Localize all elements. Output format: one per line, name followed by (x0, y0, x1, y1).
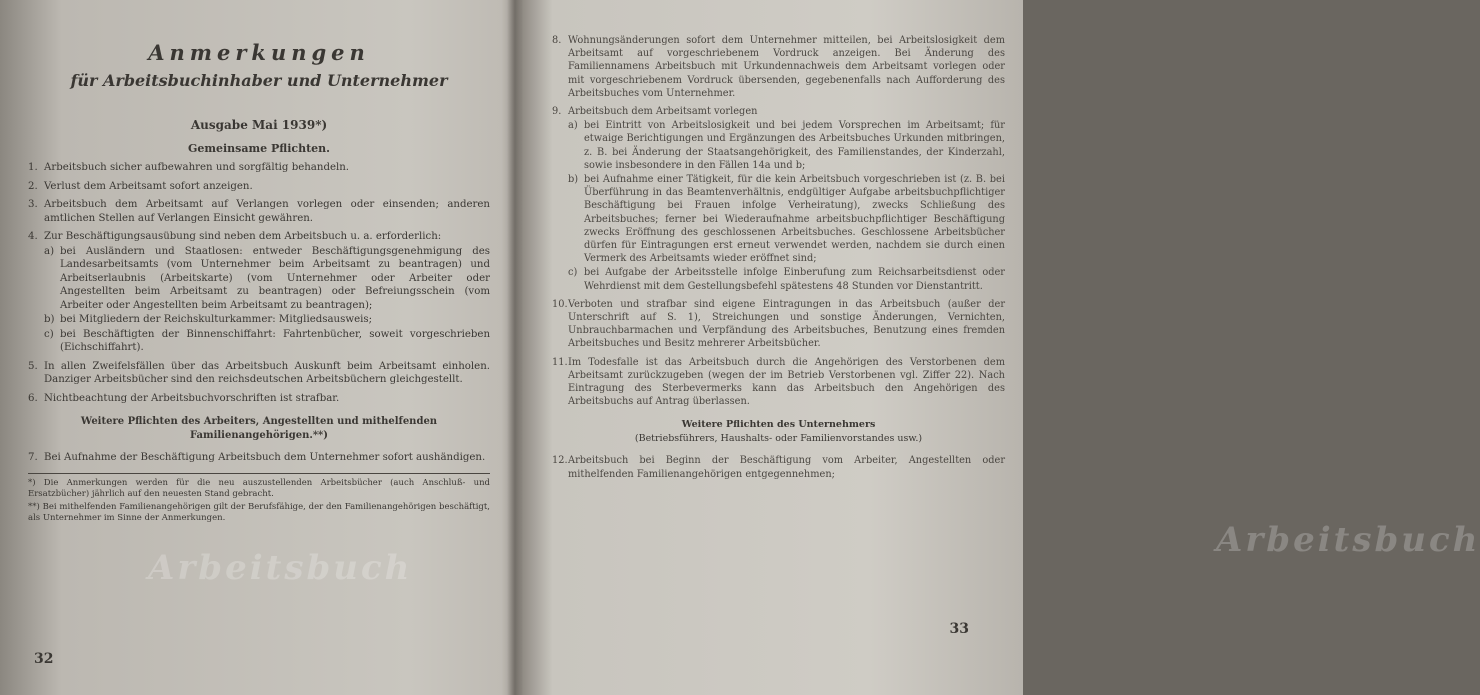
sub-item (568, 173, 1005, 265)
item-text: Arbeitsbuch dem Arbeitsamt vorlegen (568, 106, 758, 118)
item-number: 8. (552, 35, 562, 46)
page-number-right: 33 (949, 621, 969, 637)
watermark: Arbeitsbuch (148, 548, 413, 588)
duties-list (552, 34, 1005, 408)
sub-item (44, 245, 490, 313)
sub-item (568, 119, 1005, 172)
item-text: Bei Aufnahme der Beschäftigung Arbeitsbuch dem Unternehmer sofort aushändigen. (44, 452, 486, 463)
left-page (0, 0, 512, 695)
sub-item-letter: a) (568, 120, 578, 132)
list-item (28, 451, 490, 465)
sub-item (44, 328, 490, 355)
item-number: 4. (28, 231, 38, 242)
item-text: Verboten und strafbar sind eigene Eintragungen in das Arbeitsbuch (außer der Unterschrift auf S. 1), Streichungen und sonstige Änderungen, Vernichten, Unbrauchbarmachen und Verpfändung des Arbeitsbuches, Benutzung eines fremden Arbeitsbuches und Besitz mehrerer Arbeitsbücher. (568, 298, 1005, 350)
item-text: Arbeitsbuch dem Arbeitsamt auf Verlangen vorlegen oder einsenden; anderen amtlichen Stellen auf Verlangen Einsicht gewähren. (44, 199, 490, 224)
page-subtitle: für Arbeitsbuchinhaber und Unternehmer (70, 71, 448, 90)
sub-item-letter: c) (568, 267, 578, 279)
item-number: 2. (28, 180, 38, 192)
item-number: 7. (28, 452, 38, 463)
edition-line: Ausgabe Mai 1939*) (190, 118, 328, 132)
sub-item-text: bei Eintritt von Arbeitslosigkeit und bei jedem Vorsprechen im Arbeitsamt; für etwaige Berichtigungen und Ergänzungen des Arbeitsbuches Urkunden mitbringen, z. B. bei Änderung der Staatsangehörigkeit, des Familienstandes, der Kinderzahl, sowie insbesondere in den Fällen 14a und b; (584, 120, 1005, 171)
item-text: Arbeitsbuch sicher aufbewahren und sorgfältig behandeln. (44, 162, 350, 173)
item-text: Wohnungsänderungen sofort dem Unternehmer mitteilen, bei Arbeitslosigkeit dem Arbeitsamt auf vorgeschriebenem Vordruck anzeigen. Bei Änderung des Familiennamens Arbeitsbuch mit Urkundennachweis dem Arbeitsamt vorlegen oder mit vorgeschriebenem Vordruck übersenden, gegebenenfalls nach Aufforderung des Arbeitsbuches vom Unternehmer. (568, 35, 1005, 99)
section-heading-employer-title: Weitere Pflichten des Unternehmers (681, 419, 876, 431)
item-text: Zur Beschäftigungsausübung sind neben dem Arbeitsbuch u. a. erforderlich: (44, 231, 442, 242)
list-item (552, 34, 1005, 100)
item-text: In allen Zweifelsfällen über das Arbeitsbuch Auskunft beim Arbeitsamt einholen. Danziger Arbeitsbücher sind den reichsdeutschen Arbeitsbüchern gleichgestellt. (44, 360, 490, 385)
page-title: Anmerkungen (148, 40, 370, 65)
list-item (28, 180, 490, 194)
list-item (28, 392, 490, 406)
sub-item-text: bei Ausländern und Staatlosen: entweder Beschäftigungsgenehmigung des Landesarbeitsamts (vom Unternehmer beim Arbeitsamt zu beantragen) und Arbeitserlaubnis (Arbeitskarte) (vom Unternehmer oder Arbeiter oder Angestellten beim Arbeitsamt zu beantragen) oder Befreiungsschein (vom Arbeiter oder Angestellten beim Arbeitsamt zu beantragen); (60, 245, 490, 311)
footnote: **) Bei mithelfenden Familienangehörigen gilt der Berufsfähige, der den Familienangehörigen beschäftigt, als Unternehmer im Sinne der Anmerkungen. (28, 501, 490, 523)
item-number: 6. (28, 392, 38, 404)
sub-item-letter: c) (44, 328, 54, 340)
list-item (28, 230, 490, 355)
sub-item-text: bei Beschäftigten der Binnenschiffahrt: Fahrtenbücher, soweit vorgeschrieben (Eichschiffahrt). (60, 328, 490, 353)
list-item (552, 105, 1005, 293)
watermark: Arbeitsbuch (1216, 520, 1480, 560)
page-number-left: 32 (34, 651, 54, 667)
section-heading-common: Gemeinsame Pflichten. (187, 142, 331, 155)
sub-item-text: bei Mitgliedern der Reichskulturkammer: Mitgliedsausweis; (60, 314, 373, 325)
sub-item (568, 266, 1005, 292)
sub-item-letter: b) (44, 314, 55, 325)
footnotes (28, 473, 490, 524)
list-item (28, 360, 490, 387)
section-heading-employer (552, 418, 1005, 446)
item-text: Nichtbeachtung der Arbeitsbuchvorschriften ist strafbar. (44, 392, 340, 404)
sub-item (44, 313, 490, 327)
item-number: 3. (28, 199, 38, 210)
item-text: Arbeitsbuch bei Beginn der Beschäftigung vom Arbeiter, Angestellten oder mithelfenden Familienangehörigen entgegennehmen; (568, 455, 1005, 480)
sub-item-letter: a) (44, 245, 55, 257)
list-item (552, 454, 1005, 480)
item-number: 1. (28, 162, 38, 173)
list-item (28, 161, 490, 175)
item-number: 9. (552, 106, 562, 118)
duties-list (28, 161, 490, 405)
section-heading-employer-note: (Betriebsführers, Haushalts- oder Familienvorstandes usw.) (634, 433, 923, 445)
item-text: Verlust dem Arbeitsamt sofort anzeigen. (44, 180, 253, 192)
item-number: 5. (28, 360, 38, 372)
item-number: 10. (552, 298, 568, 310)
right-page (516, 0, 1480, 695)
section-heading-workers: Weitere Pflichten des Arbeiters, Angestellten und mithelfenden Familienangehörigen.**) (80, 416, 438, 441)
item-number: 11. (552, 356, 568, 368)
sub-item-text: bei Aufgabe der Arbeitsstelle infolge Einberufung zum Reichsarbeitsdienst oder Wehrdienst mit dem Gestellungsbefehl spätestens 48 Stunden vor Dienstantritt. (584, 267, 1005, 292)
list-item (552, 298, 1005, 351)
sub-item-text: bei Aufnahme einer Tätigkeit, für die kein Arbeitsbuch vorgeschrieben ist (z. B. bei Überführung in das Beamtenverhältnis, endgültiger Aufgabe arbeitsbuchpflichtiger Beschäftigung bei Frauen infolge Verheiratung), zwecks Schließung des Arbeitsbuches; ferner bei Wiederaufnahme arbeitsbuchpflichtiger Beschäftigung zwecks Eröffnung des geschlossenen Arbeitsbuches. Geschlossene Arbeitsbücher dürfen für Eintragungen erst erneut verwendet werden, nachdem sie durch einen Vermerk des Arbeitsamts wieder eröffnet sind; (584, 174, 1005, 265)
list-item (552, 356, 1005, 409)
list-item (28, 198, 490, 225)
item-text: Im Todesfalle ist das Arbeitsbuch durch die Angehörigen des Verstorbenen dem Arbeitsamt zurückzugeben (wegen der im Betrieb Verstorbenen vgl. Ziffer 22). Nach Eintragung des Sterbevermerks kann das Arbeitsbuch den Angehörigen des Arbeitsbuchs auf Antrag überlassen. (568, 356, 1005, 408)
sub-item-letter: b) (568, 174, 579, 186)
footnote: *) Die Anmerkungen werden für die neu auszustellenden Arbeitsbücher (auch Anschluß- und Ersatzbücher) jährlich auf den neuesten Stand gebracht. (28, 477, 490, 499)
item-number: 12. (552, 455, 568, 467)
